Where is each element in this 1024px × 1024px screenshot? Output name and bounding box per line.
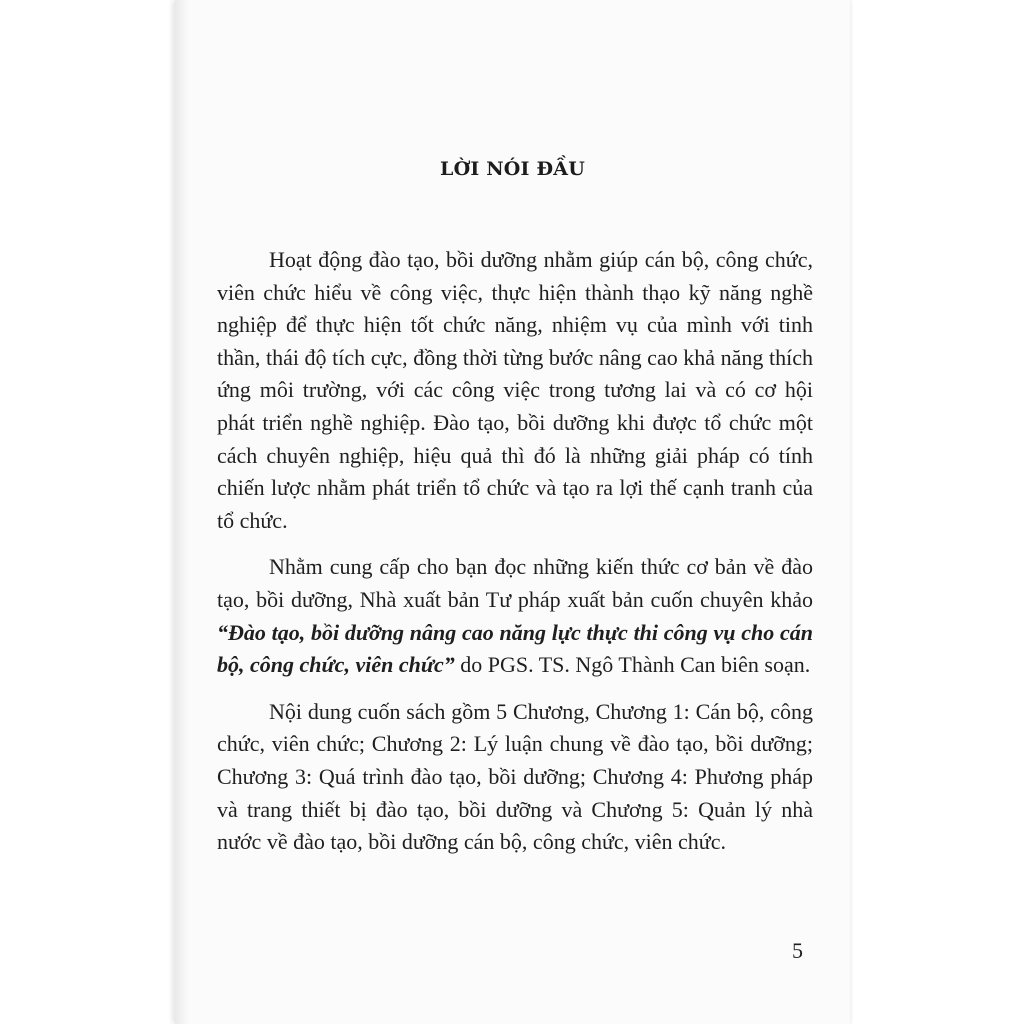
page-spine-shadow bbox=[175, 0, 189, 1024]
page-body bbox=[217, 244, 813, 859]
paragraph-2 bbox=[217, 551, 813, 681]
paragraph-3: Nội dung cuốn sách gồm 5 Chương, Chương 1: Cán bộ, công chức, viên chức; Chương 2: Lý luận chung về đào tạo, bồi dưỡng; Chương 3: Quá trình đào tạo, bồi dưỡng; Chương 4: Phương pháp và trang thiết bị đào tạo, bồi dưỡng và Chương 5: Quản lý nhà nước về đào tạo, bồi dưỡng cán bộ, công chức, viên chức. bbox=[217, 698, 813, 855]
paragraph-1: Hoạt động đào tạo, bồi dưỡng nhằm giúp cán bộ, công chức, viên chức hiểu về công việc, thực hiện thành thạo kỹ năng nghề nghiệp để thực hiện tốt chức năng, nhiệm vụ của mình với tinh thần, thái độ tích cực, đồng thời từng bước nâng cao khả năng thích ứng môi trường, với các công việc trong tương lai và có cơ hội phát triển nghề nghiệp. Đào tạo, bồi dưỡng khi được tổ chức một cách chuyên nghiệp, hiệu quả thì đó là những giải pháp có tính chiến lược nhằm phát triển tổ chức và tạo ra lợi thế cạnh tranh của tổ chức. bbox=[217, 247, 813, 533]
paragraph-2-lead: Nhằm cung cấp cho bạn đọc những kiến thức cơ bản về đào tạo, bồi dưỡng, Nhà xuất bản Tư pháp xuất bản cuốn chuyên khảo bbox=[217, 554, 813, 612]
book-title: “Đào tạo, bồi dưỡng nâng cao năng lực thực thi công vụ cho cán bộ, công chức, viên chức” bbox=[217, 619, 813, 678]
page-number: 5 bbox=[792, 938, 803, 963]
book-page bbox=[175, 0, 850, 1024]
page-heading: LỜI NÓI ĐẦU bbox=[440, 158, 585, 180]
paragraph-2-tail: do PGS. TS. Ngô Thành Can biên soạn. bbox=[454, 652, 811, 678]
